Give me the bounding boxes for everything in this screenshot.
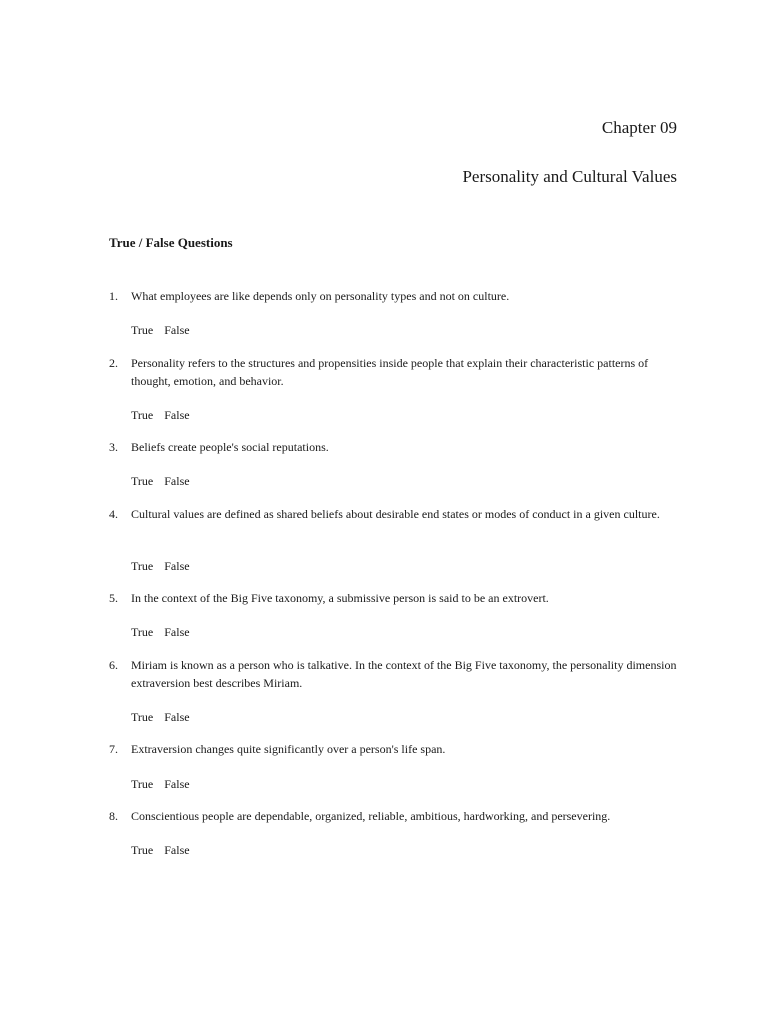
question-7	[109, 740, 684, 758]
answer-options-4	[131, 557, 190, 575]
question-5	[109, 589, 684, 607]
option-true[interactable]: True	[131, 474, 154, 488]
question-text: Personality refers to the structures and propensities inside people that explain their characteristic patterns of thought, emotion, and behavior.	[131, 356, 649, 388]
answer-options-5	[131, 623, 190, 641]
question-number: 2.	[109, 356, 118, 370]
question-text: Conscientious people are dependable, organized, reliable, ambitious, hardworking, and persevering.	[131, 809, 611, 823]
chapter-number: Chapter 09	[601, 118, 677, 137]
option-false[interactable]: False	[164, 474, 190, 488]
answer-options-3	[131, 472, 190, 490]
question-text: Miriam is known as a person who is talkative. In the context of the Big Five taxonomy, the personality dimension extraversion best describes Miriam.	[131, 658, 677, 690]
section-heading: True / False Questions	[109, 235, 233, 250]
answer-options-7	[131, 775, 190, 793]
question-number: 1.	[109, 289, 118, 303]
question-number: 8.	[109, 809, 118, 823]
option-false[interactable]: False	[164, 559, 190, 573]
option-false[interactable]: False	[164, 843, 190, 857]
option-true[interactable]: True	[131, 777, 154, 791]
answer-options-6	[131, 708, 190, 726]
question-number: 3.	[109, 440, 118, 454]
question-number: 4.	[109, 507, 118, 521]
answer-options-2	[131, 406, 190, 424]
option-false[interactable]: False	[164, 625, 190, 639]
question-text: What employees are like depends only on personality types and not on culture.	[131, 289, 510, 303]
chapter-title: Personality and Cultural Values	[462, 167, 677, 186]
option-true[interactable]: True	[131, 710, 154, 724]
question-6	[109, 656, 684, 692]
question-text: Beliefs create people's social reputations.	[131, 440, 329, 454]
option-true[interactable]: True	[131, 408, 154, 422]
question-number: 6.	[109, 658, 118, 672]
question-number: 7.	[109, 742, 118, 756]
answer-options-1	[131, 321, 190, 339]
question-number: 5.	[109, 591, 118, 605]
question-3	[109, 438, 684, 456]
option-false[interactable]: False	[164, 408, 190, 422]
answer-options-8	[131, 841, 190, 859]
question-4	[109, 505, 684, 523]
option-false[interactable]: False	[164, 777, 190, 791]
question-text: Extraversion changes quite significantly over a person's life span.	[131, 742, 446, 756]
question-text: In the context of the Big Five taxonomy, a submissive person is said to be an extrovert.	[131, 591, 549, 605]
option-true[interactable]: True	[131, 559, 154, 573]
question-8	[109, 807, 684, 825]
option-false[interactable]: False	[164, 323, 190, 337]
question-2	[109, 354, 684, 390]
question-1	[109, 287, 684, 305]
option-false[interactable]: False	[164, 710, 190, 724]
question-text: Cultural values are defined as shared beliefs about desirable end states or modes of conduct in a given culture.	[131, 507, 660, 521]
option-true[interactable]: True	[131, 843, 154, 857]
option-true[interactable]: True	[131, 323, 154, 337]
option-true[interactable]: True	[131, 625, 154, 639]
